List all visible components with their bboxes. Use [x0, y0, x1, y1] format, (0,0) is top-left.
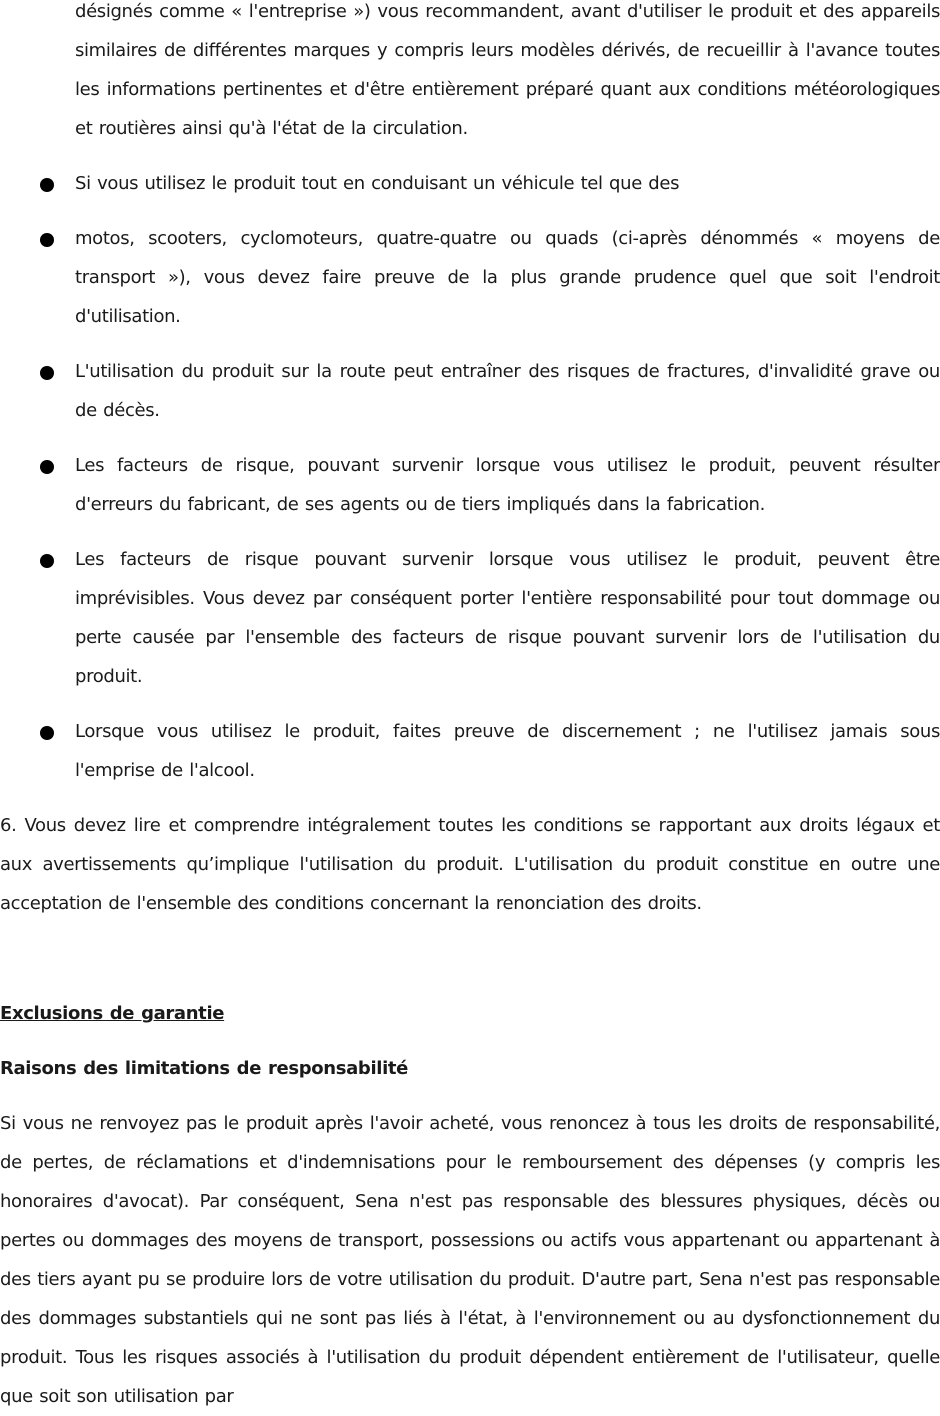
bullet-icon [40, 178, 54, 192]
bullet-item [0, 164, 940, 203]
body-paragraph: Si vous ne renvoyez pas le produit après l'avoir acheté, vous renoncez à tous les droits de responsabilité, de pertes, de réclamations et d'indemnisations pour le remboursement des dépenses (y compris les honoraires d'avocat). Par conséquent, Sena n'est pas responsable des blessures physiques, décès ou pertes ou dommages des moyens de transport, possessions ou actifs vous appartenant ou appartenant à des tiers ayant pu se produire lors de votre utilisation du produit. D'autre part, Sena n'est pas responsable des dommages substantiels qui ne sont pas liés à l'état, à l'environnement ou au dysfonctionnement du produit. Tous les risques associés à l'utilisation du produit dépendent entièrement de l'utilisateur, quelle que soit son utilisation par [0, 1113, 940, 1407]
bullet-item [0, 446, 940, 524]
bullet-text: L'utilisation du produit sur la route peut entraîner des risques de fractures, d'invalidité grave ou de décès. [75, 361, 940, 421]
subsection-title: Raisons des limitations de responsabilité [0, 1058, 409, 1079]
bullet-icon [40, 554, 54, 568]
bullet-icon [40, 233, 54, 247]
bullet-icon [40, 460, 54, 474]
bullet-text: motos, scooters, cyclomoteurs, quatre-quatre ou quads (ci-après dénommés « moyens de transport »), vous devez faire preuve de la plus grande prudence quel que soit l'endroit d'utilisation. [75, 228, 940, 327]
section-title: Exclusions de garantie [0, 1003, 225, 1024]
bullet-text: Les facteurs de risque pouvant survenir lorsque vous utilisez le produit, peuvent être imprévisibles. Vous devez par conséquent porter l'entière responsabilité pour tout dommage ou perte causée par l'ensemble des facteurs de risque pouvant survenir lors de l'utilisation du produit. [75, 549, 940, 687]
bullet-icon [40, 726, 54, 740]
numbered-item-6: 6. Vous devez lire et comprendre intégralement toutes les conditions se rapportant aux droits légaux et aux avertissements qu’implique l'utilisation du produit. L'utilisation du produit constitue en outre une acceptation de l'ensemble des conditions concernant la renonciation des droits. [0, 815, 940, 914]
bullet-icon [40, 366, 54, 380]
bullet-text: Si vous utilisez le produit tout en conduisant un véhicule tel que des [75, 173, 680, 194]
bullet-item [0, 352, 940, 430]
bullet-item [0, 540, 940, 696]
bullet-text: Les facteurs de risque, pouvant survenir lorsque vous utilisez le produit, peuvent résulter d'erreurs du fabricant, de ses agents ou de tiers impliqués dans la fabrication. [75, 455, 940, 515]
spacer [0, 923, 940, 994]
bullet-item [0, 712, 940, 790]
intro-paragraph: désignés comme « l'entreprise ») vous recommandent, avant d'utiliser le produit et des appareils similaires de différentes marques y compris leurs modèles dérivés, de recueillir à l'avance toutes les informations pertinentes et d'être entièrement préparé quant aux conditions météorologiques et routières ainsi qu'à l'état de la circulation. [75, 1, 940, 139]
bullet-item [0, 219, 940, 336]
bullet-text: Lorsque vous utilisez le produit, faites preuve de discernement ; ne l'utilisez jamais sous l'emprise de l'alcool. [75, 721, 940, 781]
